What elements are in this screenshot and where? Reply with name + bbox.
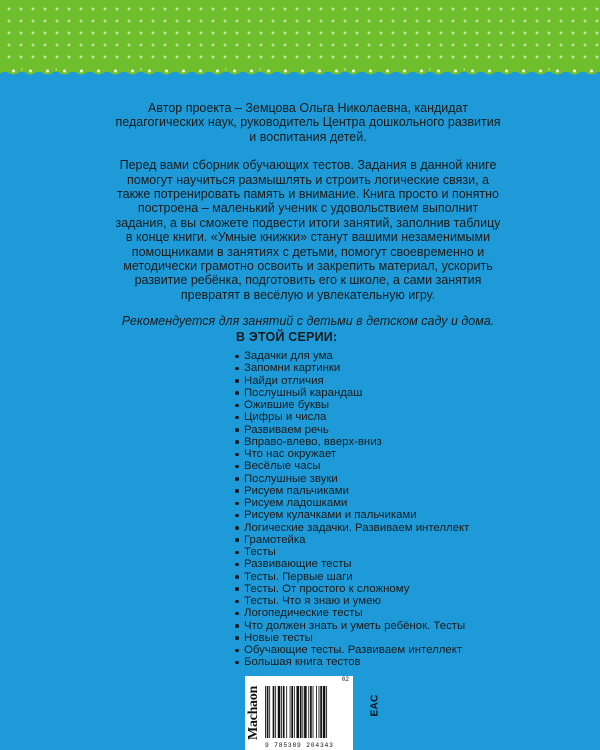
barcode-bar	[319, 686, 320, 738]
scallop-dot	[335, 70, 338, 73]
barcode-bar	[294, 686, 295, 738]
scallop-dot	[471, 70, 474, 73]
barcode-bar	[290, 686, 291, 738]
series-item: Тесты. От простого к сложному	[234, 583, 534, 595]
scallop-dot	[284, 70, 287, 73]
series-item: Логопедические тесты	[234, 607, 534, 619]
scallop-dot	[539, 70, 542, 73]
series-list	[234, 350, 534, 669]
publisher-logo	[245, 676, 263, 750]
scallop-dot	[12, 70, 15, 73]
series-item: Весёлые часы	[234, 460, 534, 472]
barcode-bar	[310, 686, 312, 738]
barcode-bar	[300, 686, 302, 738]
scallop-dot	[352, 70, 355, 73]
series-item: Послушный карандаш	[234, 387, 534, 399]
series-item: Цифры и числа	[234, 411, 534, 423]
scallop-dot	[46, 70, 49, 73]
barcode-bar	[267, 686, 269, 738]
scallop-dot	[386, 70, 389, 73]
scallop-dot	[522, 70, 525, 73]
series-item: Развиваем речь	[234, 424, 534, 436]
barcode-bar	[291, 686, 293, 738]
barcode-icon	[263, 680, 349, 742]
scallop-dot	[216, 70, 219, 73]
scallop-dot	[250, 70, 253, 73]
scallop-dot	[80, 70, 83, 73]
eac-mark	[364, 694, 386, 716]
series-item: Логические задачки. Развиваем интеллект	[234, 522, 534, 534]
barcode-bar	[281, 686, 282, 738]
series-item: Развивающие тесты	[234, 558, 534, 570]
series-item: Большая книга тестов	[234, 656, 534, 668]
series-item: Рисуем кулачками и пальчиками	[234, 509, 534, 521]
barcode-bar	[283, 686, 285, 738]
scallop-dot	[97, 70, 100, 73]
barcode-bar	[296, 686, 299, 738]
scallop-dot	[29, 70, 32, 73]
description-paragraph: Перед вами сборник обучающих тестов. Задания в данной книге помогут научиться размышлять и строить логические связи, а также потренировать память и внимание. Книга просто и понятно построена – маленький ученик с удовольствием выполнит задания, а вы сможете подвести итоги занятий, заполнив таблицу в конце книги. «Умные книжки» станут вашими незаменимыми помощниками в занятиях с детьми, помогут своевременно и методически грамотно освоить и закрепить материал, ускорить развитие ребёнка, подготовить его к школе, а сами занятия превратят в весёлую и увлекательную игру.	[115, 158, 501, 302]
series-item: Новые тесты	[234, 632, 534, 644]
barcode-bar	[302, 686, 303, 738]
scallop-dot	[556, 70, 559, 73]
scallop-dot	[301, 70, 304, 73]
barcode-bar	[308, 686, 309, 738]
barcode-bar	[316, 686, 317, 738]
series-item: Запомни картинки	[234, 362, 534, 374]
scallop-dot	[454, 70, 457, 73]
scallop-dot	[505, 70, 508, 73]
barcode-bar	[323, 686, 326, 738]
author-paragraph: Автор проекта – Земцова Ольга Николаевна, кандидат педагогических наук, руководитель Центра дошкольного развития и воспитания детей.	[115, 101, 501, 144]
scallop-dot	[182, 70, 185, 73]
scallop-dot	[403, 70, 406, 73]
series-item: Тесты. Первые шаги	[234, 571, 534, 583]
scalloped-edge	[0, 60, 600, 86]
intro-text-block	[112, 101, 504, 329]
series-list-block	[234, 330, 534, 669]
eac-mark-text: EAC	[369, 693, 381, 717]
barcode-bar	[313, 686, 314, 738]
barcode-bar	[275, 686, 276, 738]
barcode-bar	[286, 686, 287, 738]
series-item: Обучающие тесты. Развиваем интеллект	[234, 644, 534, 656]
barcode-bar	[273, 686, 275, 738]
series-item: Найди отличия	[234, 375, 534, 387]
publisher-name: Machaon	[246, 686, 261, 740]
barcode-bar	[304, 686, 307, 738]
barcode-bar	[278, 686, 281, 738]
scallop-dot	[369, 70, 372, 73]
series-item: Послушные звуки	[234, 473, 534, 485]
series-item: Что нас окружает	[234, 448, 534, 460]
series-item: Что должен знать и уметь ребёнок. Тесты	[234, 620, 534, 632]
scallop-dot	[63, 70, 66, 73]
scallop-dot	[148, 70, 151, 73]
scallop-dot	[420, 70, 423, 73]
series-item: Ожившие буквы	[234, 399, 534, 411]
scallop-dot	[573, 70, 576, 73]
scallop-dot	[488, 70, 491, 73]
barcode-bar	[320, 686, 322, 738]
series-item: Рисуем ладошками	[234, 497, 534, 509]
isbn-number: 9 785389 204343	[265, 742, 334, 749]
series-item: Рисуем пальчиками	[234, 485, 534, 497]
scallop-dot	[267, 70, 270, 73]
scallop-dot	[131, 70, 134, 73]
scallop-dot	[437, 70, 440, 73]
series-heading: В ЭТОЙ СЕРИИ:	[236, 330, 338, 344]
scallop-dot	[199, 70, 202, 73]
scallop-dot	[114, 70, 117, 73]
barcode-bar	[269, 686, 270, 738]
scallop-dot	[165, 70, 168, 73]
scallop-dot	[233, 70, 236, 73]
recommendation-text: Рекомендуется для занятий с детьми в детском саду и дома.	[121, 314, 495, 329]
series-item: Тесты	[234, 546, 534, 558]
barcode-label	[245, 676, 353, 750]
series-item: Грамотейка	[234, 534, 534, 546]
series-item: Тесты. Что я знаю и умею	[234, 595, 534, 607]
scallop-dot	[318, 70, 321, 73]
scallop-dot	[590, 70, 593, 73]
barcode-addon-code: 02	[341, 676, 349, 683]
barcode-bar	[326, 686, 327, 738]
series-item: Вправо-влево, вверх-вниз	[234, 436, 534, 448]
series-item: Задачки для ума	[234, 350, 534, 362]
barcode-bar	[265, 686, 266, 738]
